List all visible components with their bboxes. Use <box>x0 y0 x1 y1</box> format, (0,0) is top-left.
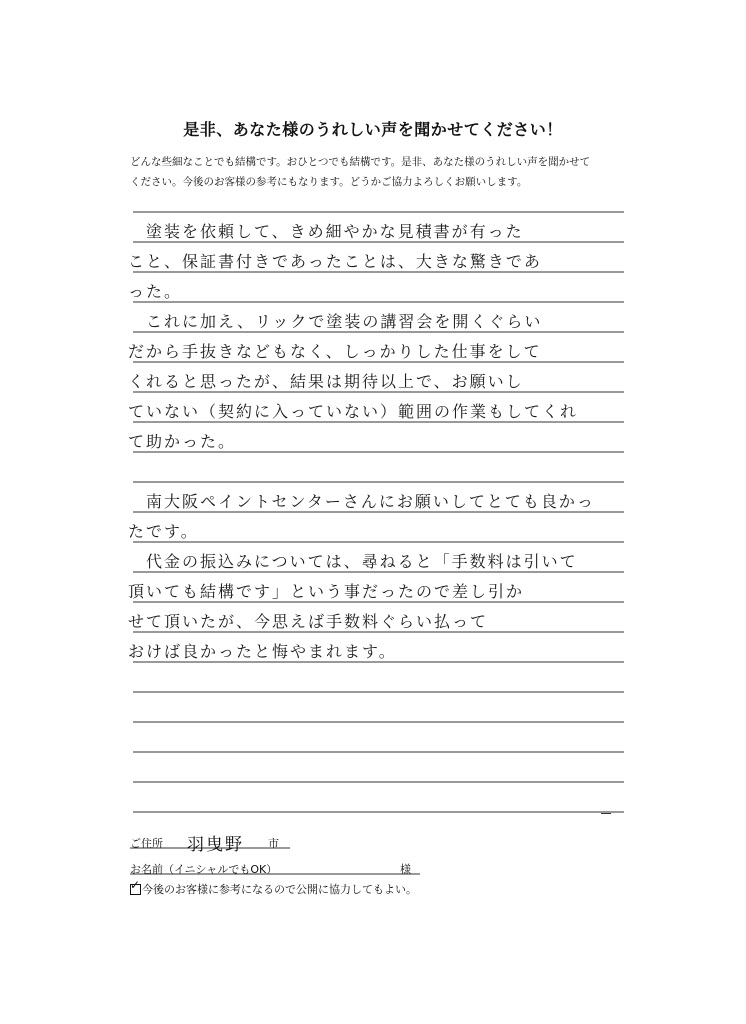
handwritten-line: て助かった。 <box>128 432 237 451</box>
handwritten-line: 代金の振込みについては、尋ねると「手数料は引いて <box>128 552 578 571</box>
handwritten-line: たです。 <box>128 522 199 541</box>
intro-line-2: ください。今後のお客様の参考にもなります。どうかご協力よろしくお願いします。 <box>130 176 528 188</box>
handwritten-line: せて頂いたが、今思えば手数料ぐらい払って <box>128 612 489 631</box>
handwritten-line: 塗装を依頼して、きめ細やかな見積書が有った <box>128 222 524 241</box>
stray-mark <box>601 813 611 814</box>
handwritten-line: だから手抜きなどもなく、しっかりした仕事をして <box>128 342 542 361</box>
name-suffix: 様 <box>400 863 411 876</box>
name-label: お名前（イニシャルでもOK） <box>130 863 278 876</box>
handwritten-line: おけば良かったと悔やまれます。 <box>128 642 397 661</box>
handwritten-line: こと、保証書付きであったことは、大きな驚きであ <box>128 252 542 271</box>
city-suffix: 市 <box>268 837 279 850</box>
handwritten-line: これに加え、リックで塗装の講習会を開くぐらい <box>128 312 543 331</box>
consent-text: 今後のお客様に参考になるので公開に協力してもよい。 <box>142 883 417 896</box>
handwritten-line: 南大阪ペイントセンターさんにお願いしてとても良かっ <box>128 492 595 511</box>
handwritten-line: 頂いても結構です」という事だったので差し引か <box>128 582 525 601</box>
intro-line-1: どんな些細なことでも結構です。おひとつでも結構です。是非、あなた様のうれしい声を聞かせて <box>130 156 591 168</box>
form-title: 是非、あなた様のうれしい声を聞かせてください！ <box>183 120 563 139</box>
handwritten-line: ていない（契約に入っていない）範囲の作業もしてくれ <box>128 402 579 421</box>
consent-checkbox[interactable] <box>130 878 141 895</box>
address-value: 羽曳野 <box>187 835 244 855</box>
check-mark-icon: ✓ <box>130 878 141 892</box>
address-label: ご住所 <box>130 837 163 850</box>
handwritten-line: った。 <box>128 282 183 301</box>
handwritten-line: くれると思ったが、結果は期待以上で、お願いし <box>128 372 524 391</box>
